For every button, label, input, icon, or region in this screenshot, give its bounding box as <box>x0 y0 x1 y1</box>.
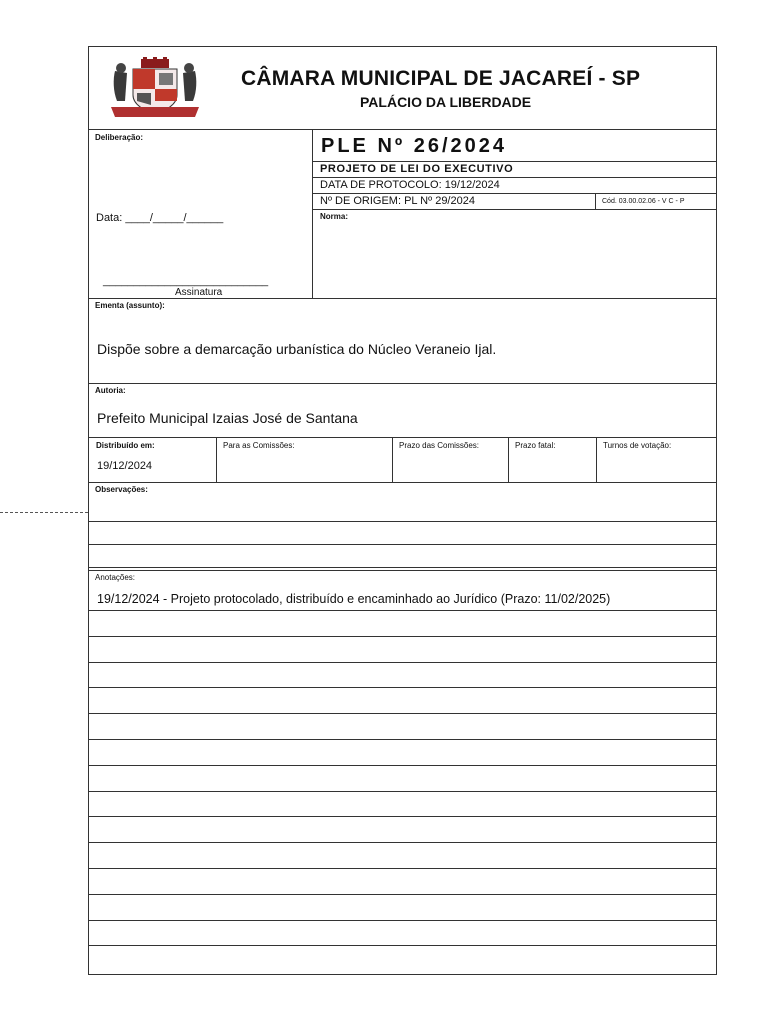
section-divider-3 <box>89 437 716 438</box>
dist-col-3 <box>508 437 509 482</box>
annotation-ruled-line <box>89 687 716 688</box>
code-divider <box>595 193 596 209</box>
distribuido-value: 19/12/2024 <box>97 460 153 472</box>
annotation-ruled-line <box>89 791 716 792</box>
ple-type: PROJETO DE LEI DO EXECUTIVO <box>320 163 514 175</box>
dist-col-1 <box>216 437 217 482</box>
document-code: Cód. 03.00.02.06 - V C - P <box>602 198 685 205</box>
ple-divider-2 <box>312 177 716 178</box>
protocol-date: DATA DE PROTOCOLO: 19/12/2024 <box>320 179 500 191</box>
anotacoes-label: Anotações: <box>95 573 136 582</box>
ple-number: PLE Nº 26/2024 <box>321 135 508 157</box>
section-divider-2 <box>89 383 716 384</box>
annotation-ruled-line <box>89 739 716 740</box>
obs-line-4 <box>89 570 716 571</box>
prazo-comissoes-label: Prazo das Comissões: <box>399 441 480 450</box>
ple-divider-3 <box>312 193 716 194</box>
observacoes-label: Observações: <box>95 485 148 494</box>
annotation-ruled-line <box>89 842 716 843</box>
annotation-ruled-line <box>89 894 716 895</box>
ementa-text: Dispõe sobre a demarcação urbanística do Núcleo Veraneio Ijal. <box>97 341 497 357</box>
signature-label: Assinatura <box>175 287 223 298</box>
autoria-label: Autoria: <box>95 386 126 395</box>
obs-line-2 <box>89 544 716 545</box>
ple-divider-4 <box>312 209 716 210</box>
protocol-form <box>88 46 717 975</box>
origin-number: Nº DE ORIGEM: PL Nº 29/2024 <box>320 195 475 207</box>
signature-line[interactable]: ___________________________ <box>103 275 269 287</box>
annotation-ruled-line <box>89 816 716 817</box>
header-divider <box>89 129 716 130</box>
obs-line-3 <box>89 567 716 568</box>
prazo-fatal-label: Prazo fatal: <box>515 441 556 450</box>
comissoes-label: Para as Comissões: <box>223 441 295 450</box>
dashed-guide-line <box>0 512 88 513</box>
annotation-ruled-line <box>89 636 716 637</box>
annotation-ruled-line <box>89 945 716 946</box>
distribuido-label: Distribuído em: <box>96 441 155 450</box>
section-divider-4 <box>89 482 716 483</box>
ple-divider-1 <box>312 161 716 162</box>
dist-col-2 <box>392 437 393 482</box>
page-title: CÂMARA MUNICIPAL DE JACAREÍ - SP <box>241 67 641 90</box>
deliberacao-divider <box>312 129 313 298</box>
anotacao-entry: 19/12/2024 - Projeto protocolado, distribuído e encaminhado ao Jurídico (Prazo: 11/02/2025) <box>97 592 611 606</box>
annotation-ruled-line <box>89 713 716 714</box>
annotation-ruled-line <box>89 868 716 869</box>
norma-label: Norma: <box>320 212 349 221</box>
page-subtitle: PALÁCIO DA LIBERDADE <box>360 94 532 110</box>
autoria-text: Prefeito Municipal Izaias José de Santana <box>97 410 358 426</box>
annotation-ruled-line <box>89 610 716 611</box>
section-divider-1 <box>89 298 716 299</box>
deliberacao-label: Deliberação: <box>95 133 144 142</box>
annotation-ruled-line <box>89 662 716 663</box>
date-field[interactable]: Data: ____/_____/______ <box>96 212 224 224</box>
dist-col-4 <box>596 437 597 482</box>
annotation-ruled-line <box>89 920 716 921</box>
annotation-ruled-line <box>89 765 716 766</box>
ementa-label: Ementa (assunto): <box>95 301 165 310</box>
coat-of-arms-logo <box>107 57 203 121</box>
turnos-label: Turnos de votação: <box>603 441 672 450</box>
obs-line-1 <box>89 521 716 522</box>
